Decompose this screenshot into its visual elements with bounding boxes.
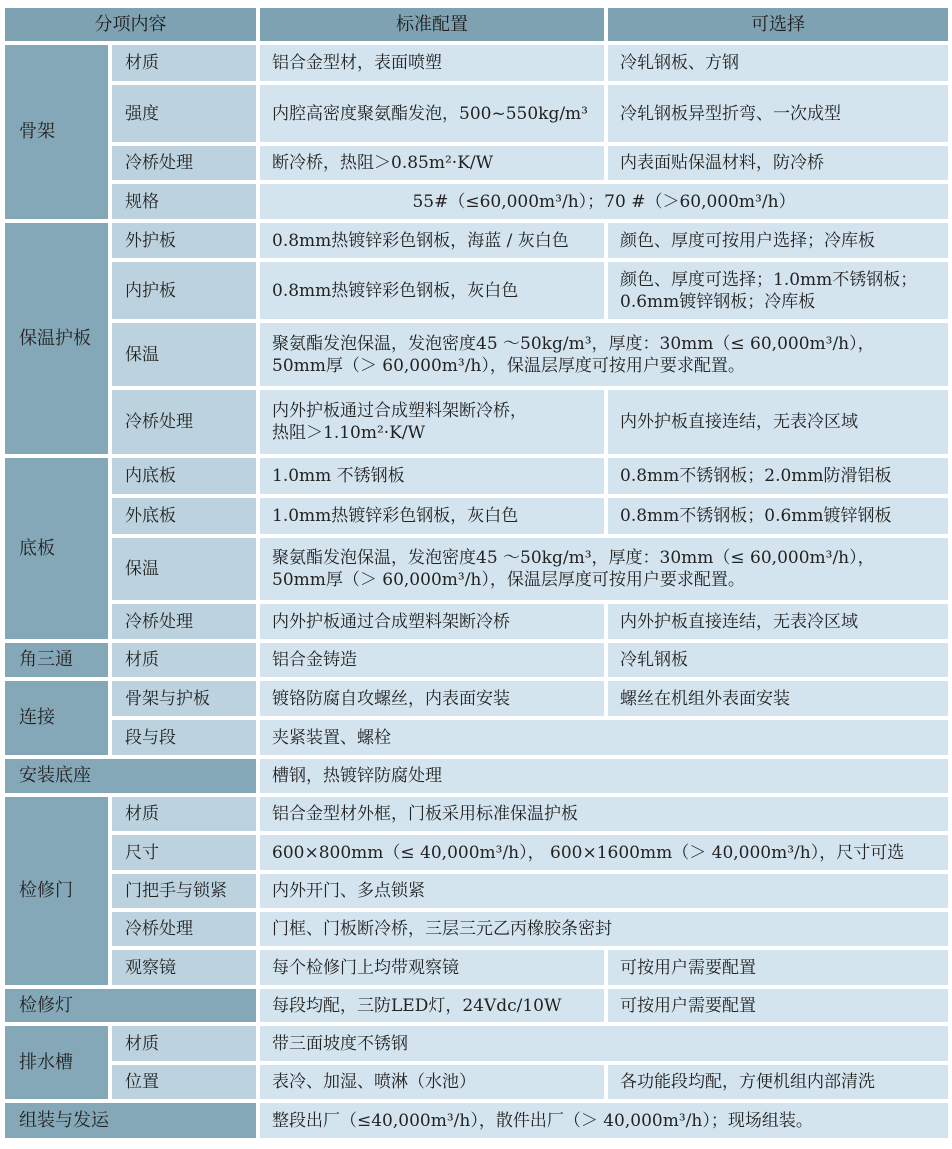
group-panel: 保温护板 <box>5 223 108 454</box>
row-label: 材质 <box>112 1026 256 1061</box>
row-label: 冷桥处理 <box>112 912 256 946</box>
standard-cell: 聚氨酯发泡保温，发泡密度45 ～50kg/m³，厚度：30mm（≤ 60,000m³/h）， 50mm厚（＞ 60,000m³/h），保温层厚度可按用户要求配置。 <box>260 538 948 600</box>
optional-cell: 颜色、厚度可选择；1.0mm不锈钢板； 0.6mm镀锌钢板；冷库板 <box>608 262 948 319</box>
optional-cell: 螺丝在机组外表面安装 <box>608 681 948 716</box>
standard-cell: 铝合金型材，表面喷塑 <box>260 45 604 81</box>
group-mount: 安装底座 <box>5 759 256 793</box>
optional-cell: 冷轧钢板、方钢 <box>608 45 948 81</box>
standard-cell: 夹紧装置、螺栓 <box>260 720 948 755</box>
row-label: 强度 <box>112 85 256 142</box>
row-label: 规格 <box>112 184 256 219</box>
optional-cell: 可按用户需要配置 <box>608 950 948 985</box>
row-label: 尺寸 <box>112 835 256 870</box>
optional-cell: 0.8mm不锈钢板；0.6mm镀锌钢板 <box>608 498 948 534</box>
standard-cell: 铝合金铸造 <box>260 643 604 677</box>
row-label: 观察镜 <box>112 950 256 985</box>
optional-cell: 颜色、厚度可按用户选择；冷库板 <box>608 223 948 258</box>
standard-cell: 带三面坡度不锈钢 <box>260 1026 948 1061</box>
optional-cell: 内外护板直接连结，无表冷区域 <box>608 604 948 639</box>
row-label: 骨架与护板 <box>112 681 256 716</box>
standard-cell: 整段出厂（≤40,000m³/h），散件出厂（＞ 40,000m³/h）；现场组装。 <box>260 1103 948 1138</box>
optional-cell: 各功能段均配，方便机组内部清洗 <box>608 1065 948 1099</box>
optional-cell: 内外护板直接连结，无表冷区域 <box>608 390 948 454</box>
standard-cell: 0.8mm热镀锌彩色钢板，海蓝 / 灰白色 <box>260 223 604 258</box>
standard-cell: 每段均配，三防LED灯，24Vdc/10W <box>260 989 604 1022</box>
group-connect: 连接 <box>5 681 108 755</box>
standard-cell: 600×800mm（≤ 40,000m³/h）， 600×1600mm（＞ 40,000m³/h），尺寸可选 <box>260 835 948 870</box>
row-label: 内护板 <box>112 262 256 319</box>
optional-cell: 0.8mm不锈钢板；2.0mm防滑铝板 <box>608 458 948 494</box>
row-label: 内底板 <box>112 458 256 494</box>
group-door: 检修门 <box>5 797 108 985</box>
standard-cell: 55#（≤60,000m³/h）；70 #（＞60,000m³/h） <box>260 184 948 219</box>
standard-cell: 断冷桥，热阻＞0.85m²·K/W <box>260 146 604 180</box>
standard-cell: 0.8mm热镀锌彩色钢板，灰白色 <box>260 262 604 319</box>
standard-cell: 1.0mm 不锈钢板 <box>260 458 604 494</box>
row-label: 冷桥处理 <box>112 146 256 180</box>
row-label: 冷桥处理 <box>112 604 256 639</box>
standard-cell: 内外护板通过合成塑料架断冷桥， 热阻＞1.10m²·K/W <box>260 390 604 454</box>
standard-cell: 内腔高密度聚氨酯发泡，500~550kg/m³ <box>260 85 604 142</box>
group-frame: 骨架 <box>5 45 108 219</box>
standard-cell: 1.0mm热镀锌彩色钢板，灰白色 <box>260 498 604 534</box>
optional-cell: 冷轧钢板 <box>608 643 948 677</box>
group-lamp: 检修灯 <box>5 989 256 1022</box>
row-label: 材质 <box>112 643 256 677</box>
row-label: 材质 <box>112 45 256 81</box>
header-optional: 可选择 <box>608 8 948 41</box>
group-base: 底板 <box>5 458 108 639</box>
group-corner: 角三通 <box>5 643 108 677</box>
group-drain: 排水槽 <box>5 1026 108 1099</box>
row-label: 段与段 <box>112 720 256 755</box>
row-label: 外底板 <box>112 498 256 534</box>
header-item: 分项内容 <box>5 8 256 41</box>
row-label: 保温 <box>112 538 256 600</box>
row-label: 冷桥处理 <box>112 390 256 454</box>
header-standard: 标准配置 <box>260 8 604 41</box>
standard-cell: 内外护板通过合成塑料架断冷桥 <box>260 604 604 639</box>
row-label: 材质 <box>112 797 256 831</box>
standard-cell: 门框、门板断冷桥，三层三元乙丙橡胶条密封 <box>260 912 948 946</box>
standard-cell: 内外开门、多点锁紧 <box>260 874 948 908</box>
group-shipping: 组装与发运 <box>5 1103 256 1138</box>
standard-cell: 铝合金型材外框，门板采用标准保温护板 <box>260 797 948 831</box>
optional-cell: 冷轧钢板异型折弯、一次成型 <box>608 85 948 142</box>
standard-cell: 槽钢，热镀锌防腐处理 <box>260 759 948 793</box>
standard-cell: 聚氨酯发泡保温，发泡密度45 ～50kg/m³，厚度：30mm（≤ 60,000m³/h）， 50mm厚（＞ 60,000m³/h），保温层厚度可按用户要求配置。 <box>260 323 948 386</box>
optional-cell: 可按用户需要配置 <box>608 989 948 1022</box>
standard-cell: 每个检修门上均带观察镜 <box>260 950 604 985</box>
row-label: 门把手与锁紧 <box>112 874 256 908</box>
row-label: 保温 <box>112 323 256 386</box>
spec-table <box>5 8 948 1138</box>
standard-cell: 镀铬防腐自攻螺丝，内表面安装 <box>260 681 604 716</box>
row-label: 外护板 <box>112 223 256 258</box>
standard-cell: 表冷、加湿、喷淋（水池） <box>260 1065 604 1099</box>
optional-cell: 内表面贴保温材料，防冷桥 <box>608 146 948 180</box>
row-label: 位置 <box>112 1065 256 1099</box>
